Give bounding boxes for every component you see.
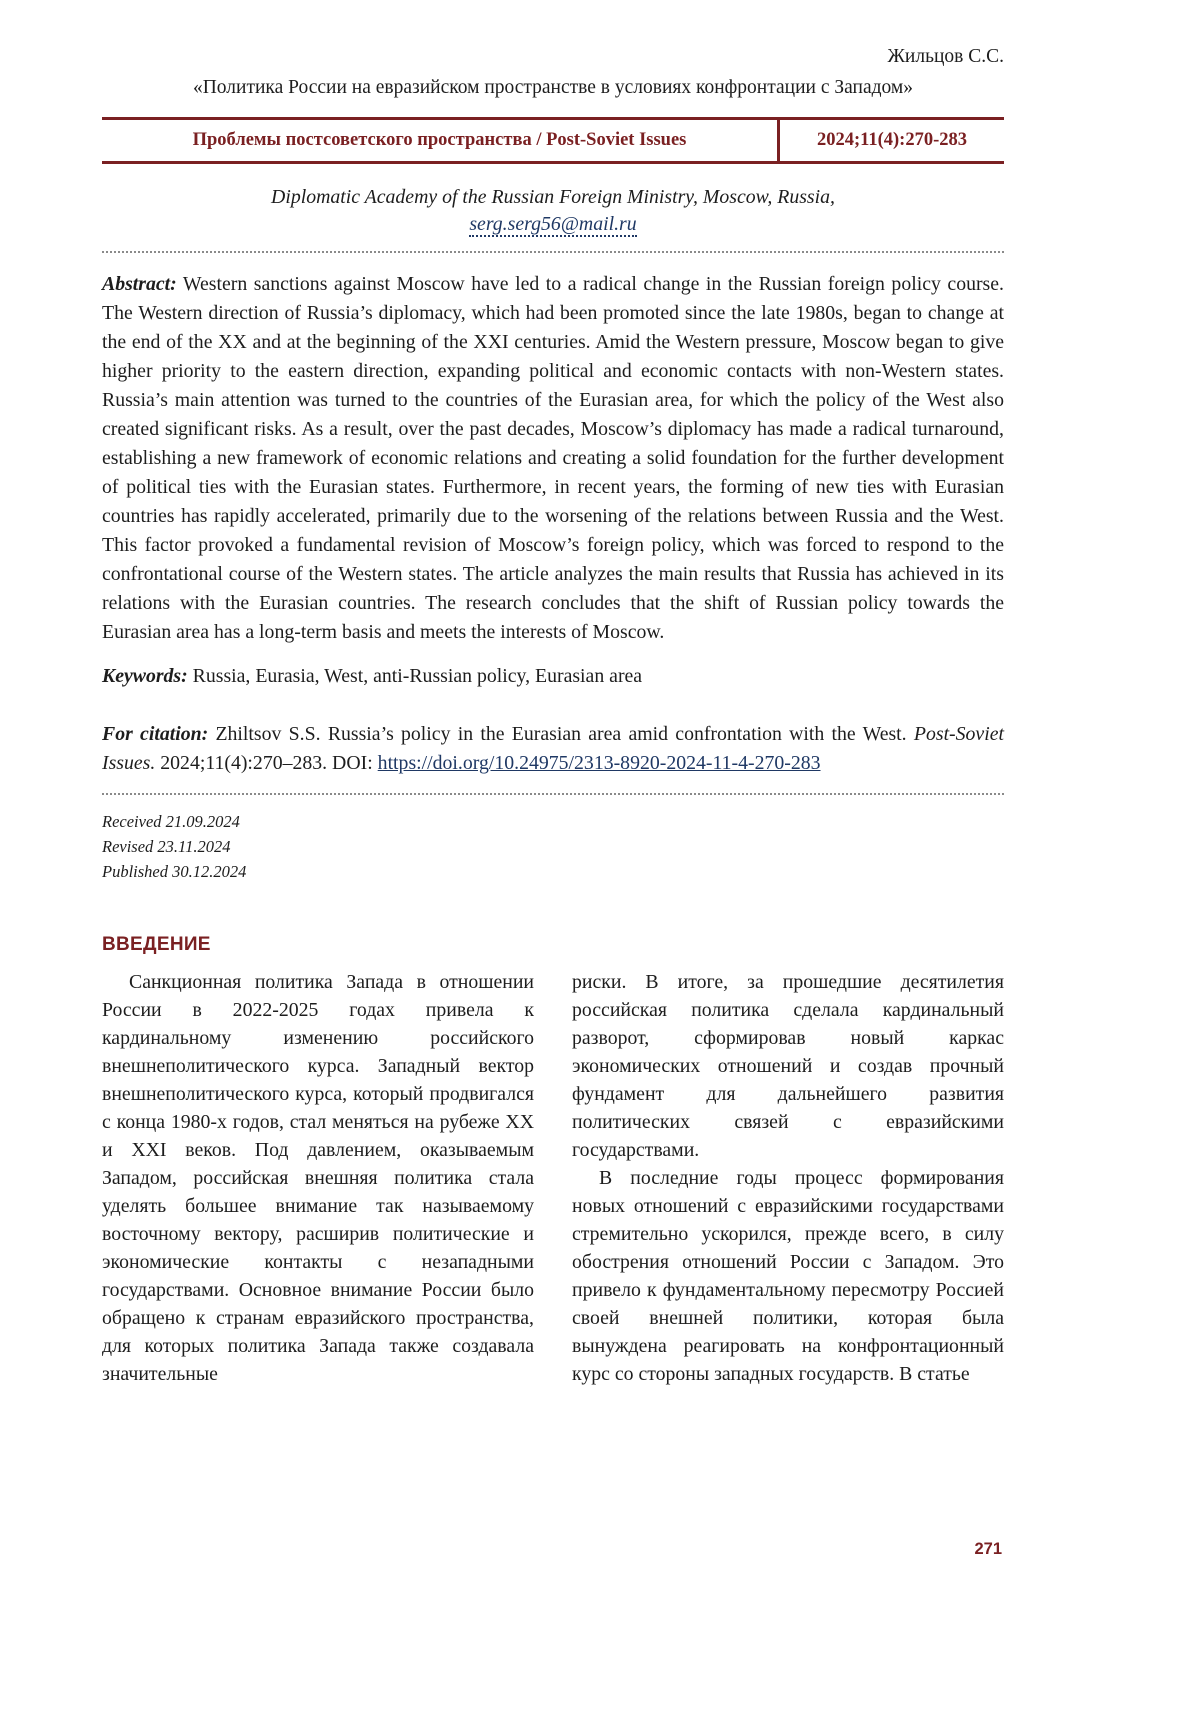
journal-title: Проблемы постсоветского пространства / Post-Soviet Issues: [192, 130, 687, 150]
running-head-article-title: «Политика России на евразийском пространстве в условиях конфронтации с Западом»: [192, 77, 914, 98]
left-column: [102, 968, 534, 1388]
body-paragraph-right-2: В последние годы процесс формирования новых отношений с евразийскими государствами стремительно ускорился, прежде всего, в силу обострения отношений России с Западом. Это привело к фундаментальному пересмотру Россией своей внешней политики, которая была вынуждена реагировать на конфронтационный курс со стороны западных государств. В статье: [572, 1167, 1004, 1385]
keywords-line: [102, 662, 1004, 691]
citation-journal-name: Post-Soviet Issues.: [102, 723, 1004, 774]
affiliation-line: Diplomatic Academy of the Russian Foreign Ministry, Moscow, Russia,: [271, 186, 835, 208]
keywords-text: Russia, Eurasia, West, anti-Russian policy, Eurasian area: [192, 665, 643, 687]
body-paragraph-left: Санкционная политика Запада в отношении России в 2022-2025 годах привела к кардинальному изменению российского внешнеполитического курса. Западный вектор внешнеполитического курса, который продвигался с конца 1980-х годов, стал меняться на рубеже XX и XXI веков. Под давлением, оказываемым Западом, российская внешняя политика стала уделять большее внимание так называемому восточному вектору, расширив политические и экономические контакты с незападными государствами. Основное внимание России было обращено к странам евразийского пространства, для которых политика Запада также создавала значительные: [102, 971, 534, 1385]
received-date: Received 21.09.2024: [102, 812, 240, 831]
email-link[interactable]: serg.serg56@mail.ru: [469, 213, 637, 235]
citation-paragraph: [102, 720, 1004, 778]
dotted-separator-top: [102, 251, 1004, 253]
dotted-separator-bottom: [102, 793, 1004, 795]
section-heading-introduction: ВВЕДЕНИЕ: [102, 934, 211, 955]
abstract-text: Western sanctions against Moscow have led to a radical change in the Russian foreign policy course. The Western direction of Russia’s diplomacy, which had been promoted since the late 1980s, began to change at the end of the XX and at the beginning of the XXI centuries. Amid the Western pressure, Moscow began to give higher priority to the eastern direction, expanding political and economic contacts with non-Western states. Russia’s main attention was turned to the countries of the Eurasian area, for which the policy of the West also created significant risks. As a result, over the past decades, Moscow’s diplomacy has made a radical turnaround, establishing a new framework of economic relations and creating a solid foundation for the further development of political ties with the Eurasian states. Furthermore, in recent years, the forming of new ties with Eurasian countries has rapidly accelerated, primarily due to the worsening of the relations between Russia and the West. This factor provoked a fundamental revision of Moscow’s foreign policy, which was forced to respond to the confrontational course of the Western states. The article analyzes the main results that Russia has achieved in its relations with the Eurasian countries. The research concludes that the shift of Russian policy towards the Eurasian area has a long-term basis and meets the interests of Moscow.: [102, 273, 1004, 643]
two-column-body: [102, 968, 1004, 1388]
journal-header-bar: [102, 117, 1004, 164]
right-column: [572, 968, 1004, 1388]
email-line: [102, 213, 1004, 236]
article-dates: [102, 809, 1004, 884]
revised-date: Revised 23.11.2024: [102, 837, 231, 856]
body-paragraph-right-1: риски. В итоге, за прошедшие десятилетия российская политика сделала кардинальный разворот, сформировав новый каркас экономических отношений и создав прочный фундамент для дальнейшего развития политических связей с евразийскими государствами.: [572, 971, 1004, 1161]
abstract-label: Abstract:: [102, 273, 177, 295]
page-number: 271: [974, 1540, 1002, 1558]
abstract-paragraph: [102, 270, 1004, 647]
citation-issue-text: 2024;11(4):270–283. DOI:: [160, 752, 373, 774]
published-date: Published 30.12.2024: [102, 862, 247, 881]
issue-info: 2024;11(4):270-283: [816, 130, 968, 150]
doi-link[interactable]: https://doi.org/10.24975/2313-8920-2024-11-4-270-283: [377, 752, 821, 774]
citation-label: For citation:: [102, 723, 209, 745]
citation-text: Zhiltsov S.S. Russia’s policy in the Eurasian area amid confrontation with the West.: [215, 723, 907, 745]
running-head-author: Жильцов С.С.: [887, 46, 1004, 67]
keywords-label: Keywords:: [102, 665, 188, 687]
